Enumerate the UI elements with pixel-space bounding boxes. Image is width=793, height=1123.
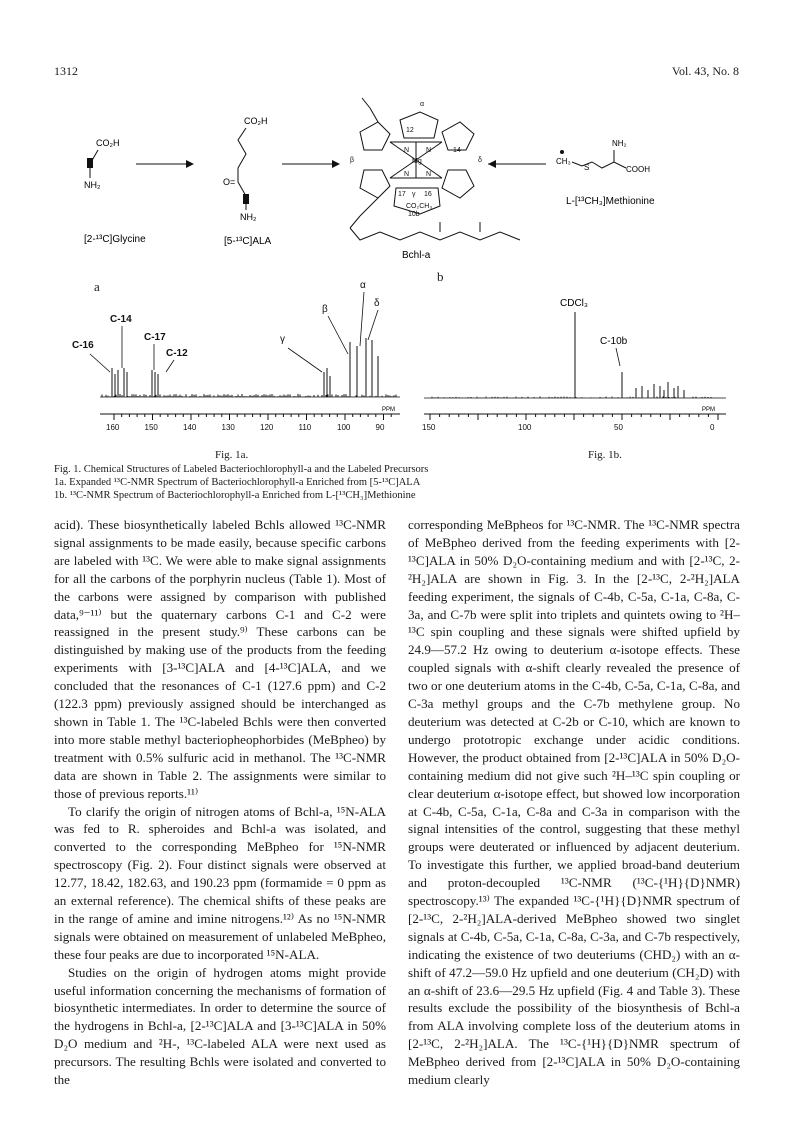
panel-label-a: a <box>94 279 100 294</box>
bchl-label: Bchl-a <box>402 250 431 261</box>
svg-text:COOH: COOH <box>626 165 650 174</box>
svg-text:N: N <box>426 147 432 154</box>
svg-text:Mg: Mg <box>412 158 422 165</box>
bchl-atom-labels <box>350 101 482 218</box>
methionine-structure <box>556 139 650 174</box>
glycine-co2h: CO₂H <box>96 138 120 148</box>
ala-nh2: NH₂ <box>240 212 257 222</box>
tick-label-a: 120 <box>260 423 274 432</box>
page-number: 1312 <box>54 64 78 78</box>
svg-text:12: 12 <box>406 127 414 134</box>
methionine-label: L-[¹³CH₃]Methionine <box>566 196 655 207</box>
ala-structure <box>223 116 268 222</box>
svg-text:10b: 10b <box>408 211 420 218</box>
peak-label-delta: δ <box>374 298 380 309</box>
right-paragraph-1: corresponding MeBpheos for ¹³C-NMR. The ¹³C-NMR spectra of MeBpheo derived from the feeding experiments with [2-¹³C]ALA in 50% D₂O-containing medium and with [2-¹³C, 2-²H₂]ALA are shown in Fig. 3. In the [2-¹³C, 2-²H₂]ALA feeding experiment, the signals of C-4b, C-5a, C-1a, C-8a, C-3a, and C-7b were split into triplets and quintets owing to ²H–¹³C spin coupling and these signals were shifted upfield by 24.9—57.2 Hz owing to deuterium α-isotope effects. These coupled signals with α-shift clearly revealed the presence of two or one deuterium atoms in the C-4b, C-5a, C-1a, C-8a, and C-3a methyl groups and the C-7b methylene group. No deuterium was detected at C-2b or C-10, which are known to undergo prototropic exchange under acidic conditions. However, the product obtained from [2-¹³C]ALA in 50% D₂O-containing medium did not give such ²H–¹³C spin coupling or clear deuterium α-isotope effect, but showed low incorporation at C-4b, C-5a, C-1a, C-8a and C-3a in comparison with the signal intensities of the control, suggesting that these methyl groups were deuterated or influenced by adjacent deuterium. To investigate this further, we applied broad-band deuterium and proton-decoupled ¹³C-NMR (¹³C-{¹H}{D}NMR) spectroscopy.¹³⁾ The expanded ¹³C-{¹H}{D}NMR spectrum of [2-¹³C, 2-²H₂]ALA-derived MeBpheo showed two singlet signals at C-4b, C-5a, C-1a, C-8a, C-3a, and C-7b respectively, indicating the existence of two deuteriums (CHD₂) with an α-shift of 47.2—59.0 Hz upfield and one deuterium (CH₂D) with an α-shift of 23.6—29.5 Hz upfield (Fig. 4 and Table 3). These results exclude the possibility of the biosynthesis of Bchl-a from ALA involving complete loss of the deuterium atoms in [2-¹³C, 2-²H₂]ALA. The ¹³C-{¹H}{D}NMR spectrum of MeBpheo derived from [2-¹³C]ALA in 50% D₂O-containing medium clearly <box>408 517 740 1088</box>
svg-text:14: 14 <box>453 147 461 154</box>
svg-text:α: α <box>420 101 425 108</box>
bchl-structure <box>350 98 520 240</box>
svg-text:17: 17 <box>398 191 406 198</box>
left-paragraph-1: acid). These biosynthetically labeled Bchls allowed ¹³C-NMR signal assignments to be made easily, because specific carbons are labeled with ¹³C. We were able to make signal assignments for all the carbons of the porphyrin nucleus (Table 1). Most of the carbons were assigned by comparison with published data,⁹⁻¹¹⁾ but the quaternary carbons C-1 and C-2 were reassigned in the present study.⁹⁾ These carbons can be distinguished by making use of the products from the feeding experiments with [3-¹³C]ALA and [4-¹³C]ALA, and we concluded that the resonances of C-1 (127.6 ppm) and C-2 (122.3 ppm) previously assigned should be interchanged as shown in Table 1. The ¹³C-labeled Bchls were then converted into more stable methyl bacteriopheophorbides (MeBpheo) by treatment with 0.5% sulfuric acid in methanol. The ¹³C-NMR data are shown in Table 2. The assignments were similar to those of previous reports.¹¹⁾ <box>54 517 386 801</box>
svg-text:NH₂: NH₂ <box>612 139 627 148</box>
tick-label-b: 0 <box>710 423 715 432</box>
tick-label-a: 90 <box>375 423 385 432</box>
nmr-spectrum-b <box>410 286 740 458</box>
svg-text:γ: γ <box>412 191 416 198</box>
tick-label-b: 150 <box>422 423 436 432</box>
nmr-spectrum-a <box>70 272 410 458</box>
tick-label-a: 150 <box>144 423 158 432</box>
tick-label-a: 160 <box>106 423 120 432</box>
svg-text:δ: δ <box>478 157 482 164</box>
svg-text:S: S <box>584 163 590 172</box>
tick-label-a: 140 <box>183 423 197 432</box>
peak-label-cdcl3: CDCl₃ <box>560 298 588 309</box>
tick-label-a: 100 <box>337 423 351 432</box>
svg-text:CO₂CH₃: CO₂CH₃ <box>406 203 433 210</box>
peak-label-c17: C-17 <box>144 332 166 343</box>
panel-label-b: b <box>437 269 444 284</box>
biosynthesis-scheme <box>60 92 740 272</box>
svg-text:N: N <box>404 147 410 154</box>
figure-caption-line1: Fig. 1. Chemical Structures of Labeled Bacteriochlorophyll-a and the Labeled Precursors <box>54 464 429 475</box>
figure-caption-line3: 1b. ¹³C-NMR Spectrum of Bacteriochlorophyll-a Enriched from L-[¹³CH₃]Methionine <box>54 490 416 501</box>
figure-caption <box>54 463 744 502</box>
peak-label-c10b: C-10b <box>600 336 628 347</box>
peak-label-alpha: α <box>360 280 366 291</box>
svg-text:CH₃: CH₃ <box>556 157 571 166</box>
spectrum-b-unit: PPM <box>702 407 716 413</box>
volume-issue: Vol. 43, No. 8 <box>671 64 739 78</box>
peak-label-beta: β <box>322 304 328 315</box>
svg-text:N: N <box>426 171 432 178</box>
tick-label-b: 50 <box>614 423 623 432</box>
tick-label-a: 110 <box>298 423 312 432</box>
peak-label-c12: C-12 <box>166 348 188 359</box>
tick-label-a: 130 <box>221 423 235 432</box>
glycine-nh2: NH₂ <box>84 180 101 190</box>
svg-text:16: 16 <box>424 191 432 198</box>
ala-label: [5-¹³C]ALA <box>224 236 272 247</box>
peak-label-gamma: γ <box>280 334 285 345</box>
peak-label-c16: C-16 <box>72 340 94 351</box>
left-paragraph-3: Studies on the origin of hydrogen atoms might provide useful information concerning the mechanisms of formation of biosynthetic intermediates. In order to determine the source of the hydrogens in Bchl-a, [2-¹³C]ALA and [3-¹³C]ALA in 50% D₂O medium and ²H-, ¹³C-labeled ALA were next used as precursors. The resulting Bchls were isolated and converted to the <box>54 964 386 1088</box>
glycine-label: [2-¹³C]Glycine <box>84 234 146 245</box>
fig-1a-caption: Fig. 1a. <box>215 449 249 461</box>
right-column <box>408 516 740 1089</box>
peak-label-c14: C-14 <box>110 314 132 325</box>
ala-co2h: CO₂H <box>244 116 268 126</box>
figure-caption-line2: 1a. Expanded ¹³C-NMR Spectrum of Bacteriochlorophyll-a Enriched from [5-¹³C]ALA <box>54 477 421 488</box>
ala-o: O= <box>223 177 236 187</box>
peak-arrows-a <box>90 292 378 372</box>
left-column <box>54 516 386 1089</box>
fig-1b-caption: Fig. 1b. <box>588 449 622 461</box>
svg-text:N: N <box>404 171 410 178</box>
left-paragraph-2: To clarify the origin of nitrogen atoms of Bchl-a, ¹⁵N-ALA was fed to R. spheroides and Bchl-a was isolated, and converted to the corresponding MeBpheo for ¹⁵N-NMR spectroscopy (Fig. 2). Four distinct signals were observed at 12.77, 18.42, 182.63, and 190.23 ppm (formamide = 0 ppm as an external reference). The chemical shifts of these peaks are in the range of amine and imine nitrogens.¹²⁾ As no ¹⁵N-NMR signals were obtained on measurement of unlabeled MeBpheo, these four peaks are due to incorporated ¹⁵N-ALA. <box>54 803 386 962</box>
tick-label-b: 100 <box>518 423 532 432</box>
glycine-structure <box>84 138 120 190</box>
spectrum-a-unit: PPM <box>382 407 396 413</box>
svg-text:β: β <box>350 157 355 164</box>
